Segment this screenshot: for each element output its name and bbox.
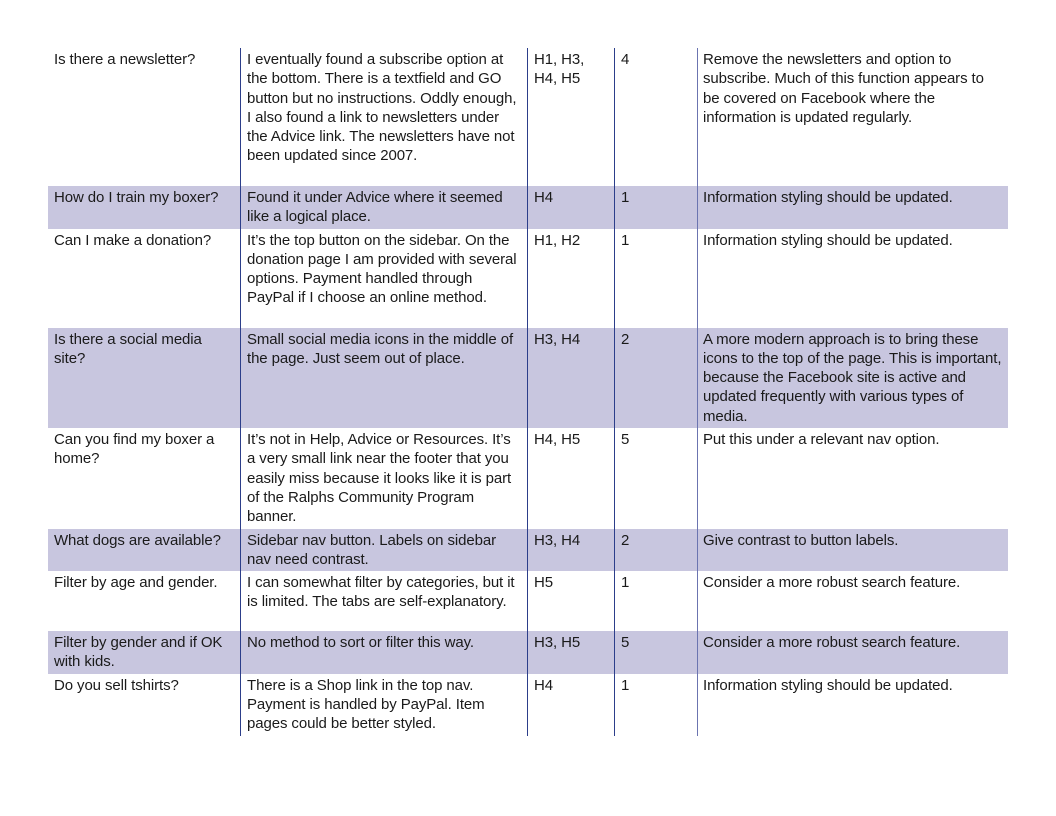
severity-cell: 5 <box>614 631 697 674</box>
recommendation-cell: A more modern approach is to bring these icons to the top of the page. This is important, because the Facebook site is active and updated frequently with various types of media. <box>697 328 1008 428</box>
findings-cell: Found it under Advice where it seemed like a logical place. <box>240 186 527 229</box>
table-row <box>48 674 1008 736</box>
severity-cell: 1 <box>614 229 697 328</box>
findings-cell: It’s not in Help, Advice or Resources. It’s a very small link near the footer that you easily miss because it looks like it is part of the Ralphs Community Program banner. <box>240 428 527 528</box>
table-row <box>48 428 1008 528</box>
task-cell: Is there a newsletter? <box>54 51 196 68</box>
table-row <box>48 631 1008 674</box>
table-row <box>48 48 1008 186</box>
recommendation-cell: Give contrast to button labels. <box>697 529 1008 572</box>
task-cell: Do you sell tshirts? <box>54 676 179 694</box>
severity-cell: 1 <box>614 571 697 631</box>
severity-cell: 4 <box>614 48 697 186</box>
task-cell: Can I make a donation? <box>54 231 212 249</box>
task-cell: Filter by gender and if OK with kids. <box>54 634 223 671</box>
recommendation-cell: Information styling should be updated. <box>697 229 1008 328</box>
task-cell: Can you find my boxer a home? <box>54 431 215 468</box>
task-cell: How do I train my boxer? <box>54 189 219 206</box>
heuristics-cell: H1, H3, H4, H5 <box>527 48 614 186</box>
recommendation-cell: Information styling should be updated. <box>697 674 1008 736</box>
heuristics-cell: H3, H4 <box>527 529 614 572</box>
severity-cell: 2 <box>614 529 697 572</box>
task-cell: Is there a social media site? <box>54 330 202 367</box>
heuristics-cell: H4 <box>527 186 614 229</box>
recommendation-cell: Remove the newsletters and option to subscribe. Much of this function appears to be covered on Facebook where the information is updated regularly. <box>697 48 1008 186</box>
recommendation-cell: Consider a more robust search feature. <box>697 571 1008 631</box>
table-row <box>48 229 1008 328</box>
heuristic-evaluation-table <box>48 48 1008 736</box>
table-row <box>48 186 1008 229</box>
recommendation-cell: Put this under a relevant nav option. <box>697 428 1008 528</box>
table-row <box>48 529 1008 572</box>
severity-cell: 2 <box>614 328 697 428</box>
heuristics-cell: H3, H5 <box>527 631 614 674</box>
task-cell: Filter by age and gender. <box>54 574 218 592</box>
heuristics-cell: H1, H2 <box>527 229 614 328</box>
severity-cell: 1 <box>614 186 697 229</box>
recommendation-cell: Consider a more robust search feature. <box>697 631 1008 674</box>
findings-cell: I eventually found a subscribe option at the bottom. There is a textfield and GO button but no instructions. Oddly enough, I also found a link to newsletters under the Advice link. The newsletters have not been updated since 2007. <box>240 48 527 186</box>
task-cell: What dogs are available? <box>54 531 221 549</box>
severity-cell: 5 <box>614 428 697 528</box>
heuristics-cell: H3, H4 <box>527 328 614 428</box>
table-row <box>48 328 1008 428</box>
findings-cell: Sidebar nav button. Labels on sidebar nav need contrast. <box>240 529 527 572</box>
findings-cell: Small social media icons in the middle of the page. Just seem out of place. <box>240 328 527 428</box>
recommendation-cell: Information styling should be updated. <box>697 186 1008 229</box>
findings-cell: I can somewhat filter by categories, but it is limited. The tabs are self-explanatory. <box>240 571 527 631</box>
findings-cell: It’s the top button on the sidebar. On the donation page I am provided with several options. Payment handled through PayPal if I choose an online method. <box>240 229 527 328</box>
table-row <box>48 571 1008 631</box>
severity-cell: 1 <box>614 674 697 736</box>
findings-cell: There is a Shop link in the top nav. Payment is handled by PayPal. Item pages could be better styled. <box>240 674 527 736</box>
heuristics-cell: H5 <box>527 571 614 631</box>
heuristics-cell: H4, H5 <box>527 428 614 528</box>
heuristics-cell: H4 <box>527 674 614 736</box>
findings-cell: No method to sort or filter this way. <box>240 631 527 674</box>
